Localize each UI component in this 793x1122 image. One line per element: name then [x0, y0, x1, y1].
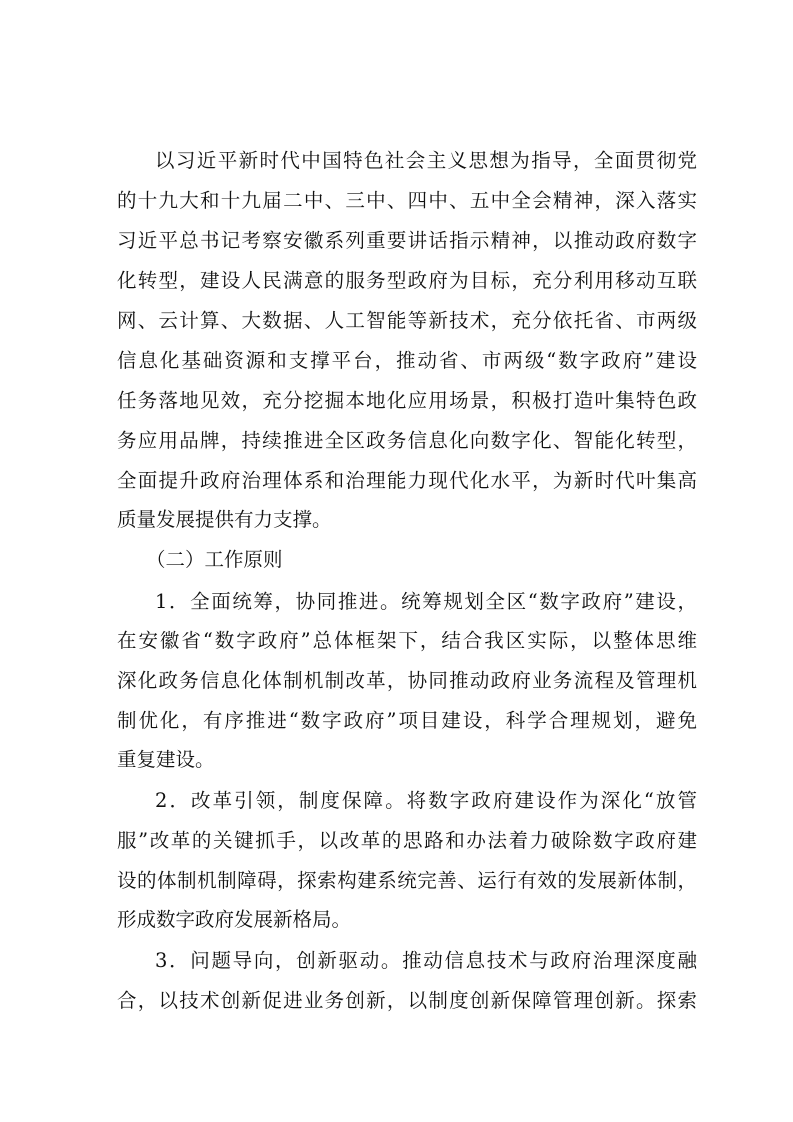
paragraph-line: 形成数字政府发展新格局。: [117, 908, 352, 931]
paragraph-line: 习近平总书记考察安徽系列重要讲话指示精神，以推动政府数字: [117, 229, 697, 252]
paragraph-line: 设的体制机制障碍，探索构建系统完善、运行有效的发展新体制，: [117, 869, 697, 892]
paragraph-line: 服”改革的关键抓手，以改革的思路和办法着力破除数字政府建: [117, 829, 697, 852]
paragraph-line: 质量发展提供有力支撑。: [117, 508, 332, 531]
section-heading: （二）工作原则: [146, 548, 283, 571]
paragraph-line: 深化政务信息化体制机制改革，协同推动政府业务流程及管理机: [117, 669, 697, 692]
paragraph-line: 网、云计算、大数据、人工智能等新技术，充分依托省、市两级: [117, 309, 697, 332]
paragraph-line: 1．全面统筹，协同推进。统筹规划全区“数字政府”建设，: [155, 590, 697, 613]
paragraph-line: 信息化基础资源和支撑平台，推动省、市两级“数字政府”建设: [117, 349, 697, 372]
paragraph-line: 合，以技术创新促进业务创新，以制度创新保障管理创新。探索: [117, 989, 697, 1012]
paragraph-line: 3．问题导向，创新驱动。推动信息技术与政府治理深度融: [155, 949, 697, 972]
paragraph-line: 制优化，有序推进“数字政府”项目建设，科学合理规划，避免: [117, 709, 697, 732]
paragraph-line: 全面提升政府治理体系和治理能力现代化水平，为新时代叶集高: [117, 469, 697, 492]
paragraph-line: 以习近平新时代中国特色社会主义思想为指导，全面贯彻党: [155, 149, 697, 172]
paragraph-line: 务应用品牌，持续推进全区政务信息化向数字化、智能化转型，: [117, 429, 697, 452]
paragraph-line: 2．改革引领，制度保障。将数字政府建设作为深化“放管: [155, 789, 697, 812]
paragraph-line: 化转型，建设人民满意的服务型政府为目标，充分利用移动互联: [117, 269, 697, 292]
paragraph-line: 重复建设。: [117, 748, 215, 771]
paragraph-line: 在安徽省“数字政府”总体框架下，结合我区实际，以整体思维: [117, 629, 697, 652]
paragraph-line: 任务落地见效，充分挖掘本地化应用场景，积极打造叶集特色政: [117, 389, 697, 412]
paragraph-line: 的十九大和十九届二中、三中、四中、五中全会精神，深入落实: [117, 189, 697, 212]
